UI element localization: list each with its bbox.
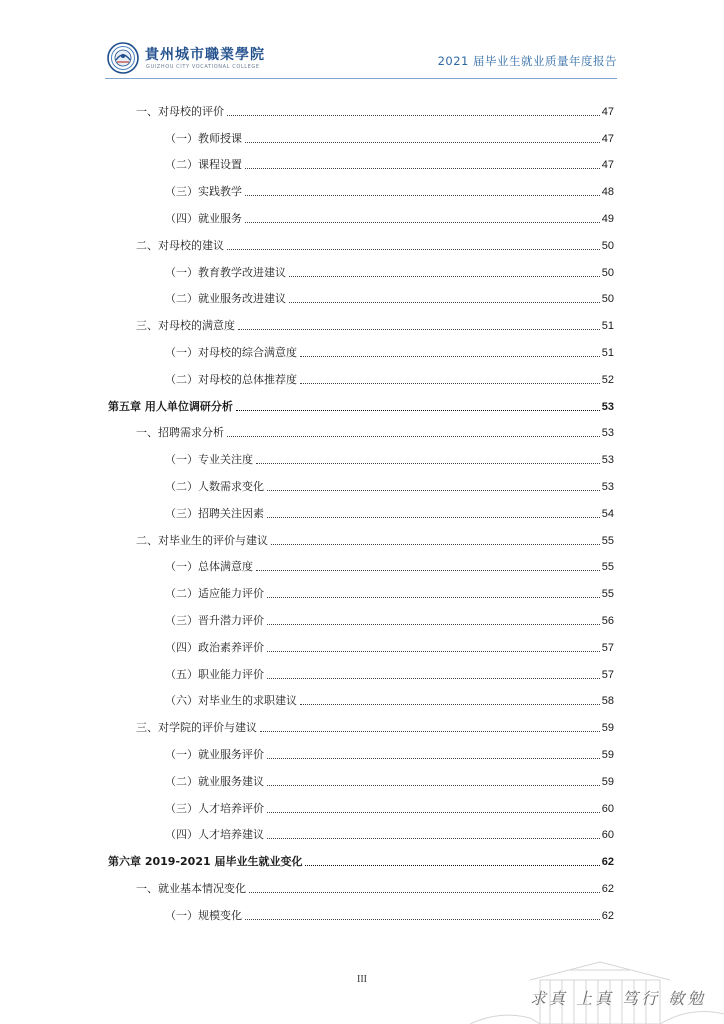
toc-entry[interactable] xyxy=(108,816,614,843)
toc-entry-page: 59 xyxy=(601,722,614,735)
toc-entry-title: （四）人才培养建议 xyxy=(165,828,264,842)
toc-entry-title: 一、对母校的评价 xyxy=(136,104,224,118)
dot-leader xyxy=(267,490,600,491)
toc-entry[interactable] xyxy=(108,467,614,494)
toc-entry[interactable] xyxy=(108,92,614,119)
toc-entry[interactable] xyxy=(108,762,614,789)
toc-entry-title: （三）招聘关注因素 xyxy=(165,506,264,520)
toc-entry-page: 60 xyxy=(601,829,614,842)
dot-leader xyxy=(256,570,600,571)
toc-entry[interactable] xyxy=(108,146,614,173)
dot-leader xyxy=(245,168,600,169)
toc-entry-title: （六）对毕业生的求职建议 xyxy=(165,694,297,708)
toc-entry-page: 57 xyxy=(601,641,614,654)
toc-entry[interactable] xyxy=(108,601,614,628)
school-motto: 求真 上真 笃行 敏勉 xyxy=(530,989,707,1008)
toc-entry[interactable] xyxy=(108,199,614,226)
school-name-en: GUIZHOU CITY VOCATIONAL COLLEGE xyxy=(146,64,260,70)
toc-entry-page: 53 xyxy=(601,454,614,467)
toc-entry-page: 59 xyxy=(601,775,614,788)
toc-entry-page: 55 xyxy=(601,588,614,601)
toc-entry-page: 55 xyxy=(601,534,614,547)
toc-entry-page: 58 xyxy=(601,695,614,708)
dot-leader xyxy=(227,115,600,116)
toc-entry[interactable] xyxy=(108,306,614,333)
toc-entry-page: 59 xyxy=(601,748,614,761)
toc-entry[interactable] xyxy=(108,280,614,307)
toc-entry[interactable] xyxy=(108,172,614,199)
toc-entry-title: （四）政治素养评价 xyxy=(165,640,264,654)
toc-entry[interactable] xyxy=(108,119,614,146)
dot-leader xyxy=(267,812,600,813)
report-title: 2021 届毕业生就业质量年度报告 xyxy=(437,54,617,68)
dot-leader xyxy=(227,249,600,250)
toc-entry[interactable] xyxy=(108,735,614,762)
toc-entry-page: 62 xyxy=(601,882,614,895)
toc-chapter-entry[interactable] xyxy=(108,387,614,414)
toc-entry-page: 51 xyxy=(601,320,614,333)
toc-entry-title: （三）人才培养评价 xyxy=(165,801,264,815)
toc-entry[interactable] xyxy=(108,414,614,441)
dot-leader xyxy=(267,758,600,759)
dot-leader xyxy=(267,597,600,598)
dot-leader xyxy=(300,383,600,384)
dot-leader xyxy=(238,329,600,330)
toc-entry[interactable] xyxy=(108,548,614,575)
toc-entry-page: 54 xyxy=(601,507,614,520)
toc-entry-title: （一）总体满意度 xyxy=(165,560,253,574)
toc-entry[interactable] xyxy=(108,360,614,387)
dot-leader xyxy=(249,892,600,893)
toc-entry-title: （一）教育教学改进建议 xyxy=(165,265,286,279)
dot-leader xyxy=(245,195,600,196)
toc-entry-page: 48 xyxy=(601,186,614,199)
toc-entry[interactable] xyxy=(108,655,614,682)
toc-entry[interactable] xyxy=(108,440,614,467)
toc-entry-title: 二、对毕业生的评价与建议 xyxy=(136,533,268,547)
toc-entry-title: （二）就业服务建议 xyxy=(165,774,264,788)
toc-entry-page: 62 xyxy=(601,909,614,922)
toc-entry[interactable] xyxy=(108,896,614,923)
toc-entry-title: （二）适应能力评价 xyxy=(165,587,264,601)
toc-entry-title: （五）职业能力评价 xyxy=(165,667,264,681)
toc-entry-page: 47 xyxy=(601,159,614,172)
toc-entry[interactable] xyxy=(108,333,614,360)
toc-entry-page: 52 xyxy=(601,373,614,386)
dot-leader xyxy=(267,517,600,518)
toc-entry-title: （二）就业服务改进建议 xyxy=(165,292,286,306)
toc-entry-page: 53 xyxy=(601,480,614,493)
toc-entry[interactable] xyxy=(108,708,614,735)
toc-entry-title: （二）对母校的总体推荐度 xyxy=(165,372,297,386)
toc-entry-page: 53 xyxy=(601,400,614,413)
toc-entry[interactable] xyxy=(108,521,614,548)
toc-entry-page: 47 xyxy=(601,132,614,145)
toc-entry-page: 56 xyxy=(601,614,614,627)
toc-entry[interactable] xyxy=(108,869,614,896)
dot-leader xyxy=(267,678,600,679)
toc-entry-page: 49 xyxy=(601,212,614,225)
toc-entry[interactable] xyxy=(108,682,614,709)
page-header xyxy=(105,40,617,80)
toc-entry-title: （四）就业服务 xyxy=(165,211,242,225)
toc-entry-title: （一）教师授课 xyxy=(165,131,242,145)
toc-entry-title: （二）课程设置 xyxy=(165,158,242,172)
toc-entry[interactable] xyxy=(108,789,614,816)
toc-entry-title: （三）晋升潜力评价 xyxy=(165,613,264,627)
toc-entry[interactable] xyxy=(108,226,614,253)
dot-leader xyxy=(267,838,600,839)
page-number: III xyxy=(357,974,367,985)
dot-leader xyxy=(236,410,600,411)
toc-entry-title: 二、对母校的建议 xyxy=(136,238,224,252)
toc-entry-title: （一）规模变化 xyxy=(165,908,242,922)
toc-entry-title: 一、招聘需求分析 xyxy=(136,426,224,440)
toc-entry-title: （一）专业关注度 xyxy=(165,453,253,467)
toc-entry-page: 53 xyxy=(601,427,614,440)
toc-entry-page: 55 xyxy=(601,561,614,574)
toc-entry-title: 第五章 用人单位调研分析 xyxy=(108,399,233,413)
toc-entry-title: 一、就业基本情况变化 xyxy=(136,881,246,895)
dot-leader xyxy=(245,919,600,920)
dot-leader xyxy=(227,436,600,437)
toc-entry[interactable] xyxy=(108,494,614,521)
toc-entry-page: 47 xyxy=(601,105,614,118)
header-divider xyxy=(105,78,617,79)
toc-entry-page: 51 xyxy=(601,346,614,359)
dot-leader xyxy=(245,142,600,143)
toc-entry[interactable] xyxy=(108,574,614,601)
toc-entry-page: 50 xyxy=(601,293,614,306)
dot-leader xyxy=(260,731,600,732)
dot-leader xyxy=(300,704,600,705)
campus-building-watermark-icon xyxy=(470,940,724,1024)
toc-chapter-entry[interactable] xyxy=(108,842,614,869)
toc-entry-title: （三）实践教学 xyxy=(165,185,242,199)
dot-leader xyxy=(267,624,600,625)
dot-leader xyxy=(245,222,600,223)
toc-entry-title: 第六章 2019-2021 届毕业生就业变化 xyxy=(108,855,303,869)
toc-entry-page: 57 xyxy=(601,668,614,681)
dot-leader xyxy=(289,302,600,303)
toc-entry-title: （一）就业服务评价 xyxy=(165,747,264,761)
dot-leader xyxy=(256,463,600,464)
school-name: 貴州城市職業學院 xyxy=(145,47,265,63)
toc-entry-title: 三、对母校的满意度 xyxy=(136,319,235,333)
toc-entry-page: 50 xyxy=(601,266,614,279)
school-logo-icon xyxy=(107,42,139,74)
toc-entry-title: 三、对学院的评价与建议 xyxy=(136,721,257,735)
toc-entry-page: 62 xyxy=(601,856,614,869)
toc-entry-page: 50 xyxy=(601,239,614,252)
dot-leader xyxy=(267,651,600,652)
toc-entry-title: （二）人数需求变化 xyxy=(165,479,264,493)
dot-leader xyxy=(289,276,600,277)
dot-leader xyxy=(300,356,600,357)
toc-entry-page: 60 xyxy=(601,802,614,815)
toc-entry[interactable] xyxy=(108,253,614,280)
dot-leader xyxy=(271,544,600,545)
dot-leader xyxy=(267,785,600,786)
toc-entry-title: （一）对母校的综合满意度 xyxy=(165,345,297,359)
table-of-contents xyxy=(108,92,614,923)
toc-entry[interactable] xyxy=(108,628,614,655)
dot-leader xyxy=(305,865,599,866)
